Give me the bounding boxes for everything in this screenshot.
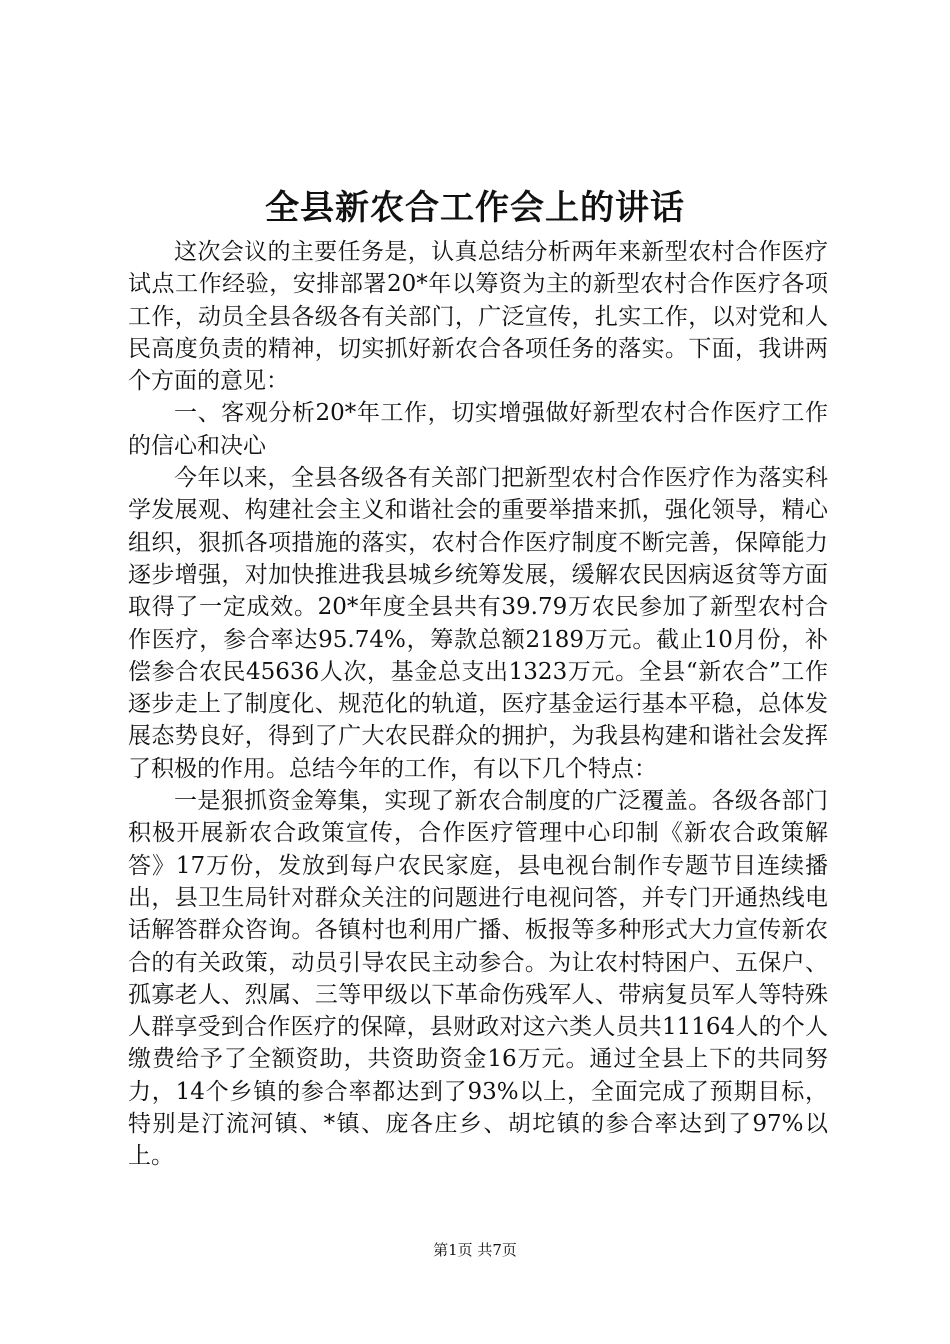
paragraph-summary: 今年以来，全县各级各有关部门把新型农村合作医疗作为落实科学发展观、构建社会主义和谐社会的重要举措来抓，强化领导，精心组织，狠抓各项措施的落实，农村合作医疗制度不断完善，保障能力逐步增强，对加快推进我县城乡统筹发展，缓解农民因病返贫等方面取得了一定成效。20*年度全县共有39.79万农民参加了新型农村合作医疗，参合率达95.74%，筹款总额2189万元。截止10月份，补偿参合农民45636人次，基金总支出1323万元。全县“新农合”工作逐步走上了制度化、规范化的轨道，医疗基金运行基本平稳，总体发展态势良好，得到了广大农民群众的拥护，为我县构建和谐社会发挥了积极的作用。总结今年的工作，有以下几个特点：	[128, 465, 828, 782]
section-heading-1: 一、客观分析20*年工作，切实增强做好新型农村合作医疗工作的信心和决心	[128, 400, 828, 459]
document-body	[128, 236, 828, 1173]
paragraph-point-1: 一是狠抓资金筹集，实现了新农合制度的广泛覆盖。各级各部门积极开展新农合政策宣传，合作医疗管理中心印制《新农合政策解答》17万份，发放到每户农民家庭，县电视台制作专题节目连续播出，县卫生局针对群众关注的问题进行电视问答，并专门开通热线电话解答群众咨询。各镇村也利用广播、板报等多种形式大力宣传新农合的有关政策，动员引导农民主动参合。为让农村特困户、五保户、孤寡老人、烈属、三等甲级以下革命伤残军人、带病复员军人等特殊人群享受到合作医疗的保障，县财政对这六类人员共11164人的个人缴费给予了全额资助，共资助资金16万元。通过全县上下的共同努力，14个乡镇的参合率都达到了93%以上，全面完成了预期目标，特别是汀流河镇、*镇、庞各庄乡、胡坨镇的参合率达到了97%以上。	[128, 788, 828, 1170]
paragraph-intro: 这次会议的主要任务是，认真总结分析两年来新型农村合作医疗试点工作经验，安排部署20*年以筹资为主的新型农村合作医疗各项工作，动员全县各级各有关部门，广泛宣传，扎实工作，以对党和人民高度负责的精神，切实抓好新农合各项任务的落实。下面，我讲两个方面的意见：	[128, 239, 828, 395]
document-title: 全县新农合工作会上的讲话	[265, 188, 685, 228]
page-number: 第1页 共7页	[433, 1241, 517, 1259]
